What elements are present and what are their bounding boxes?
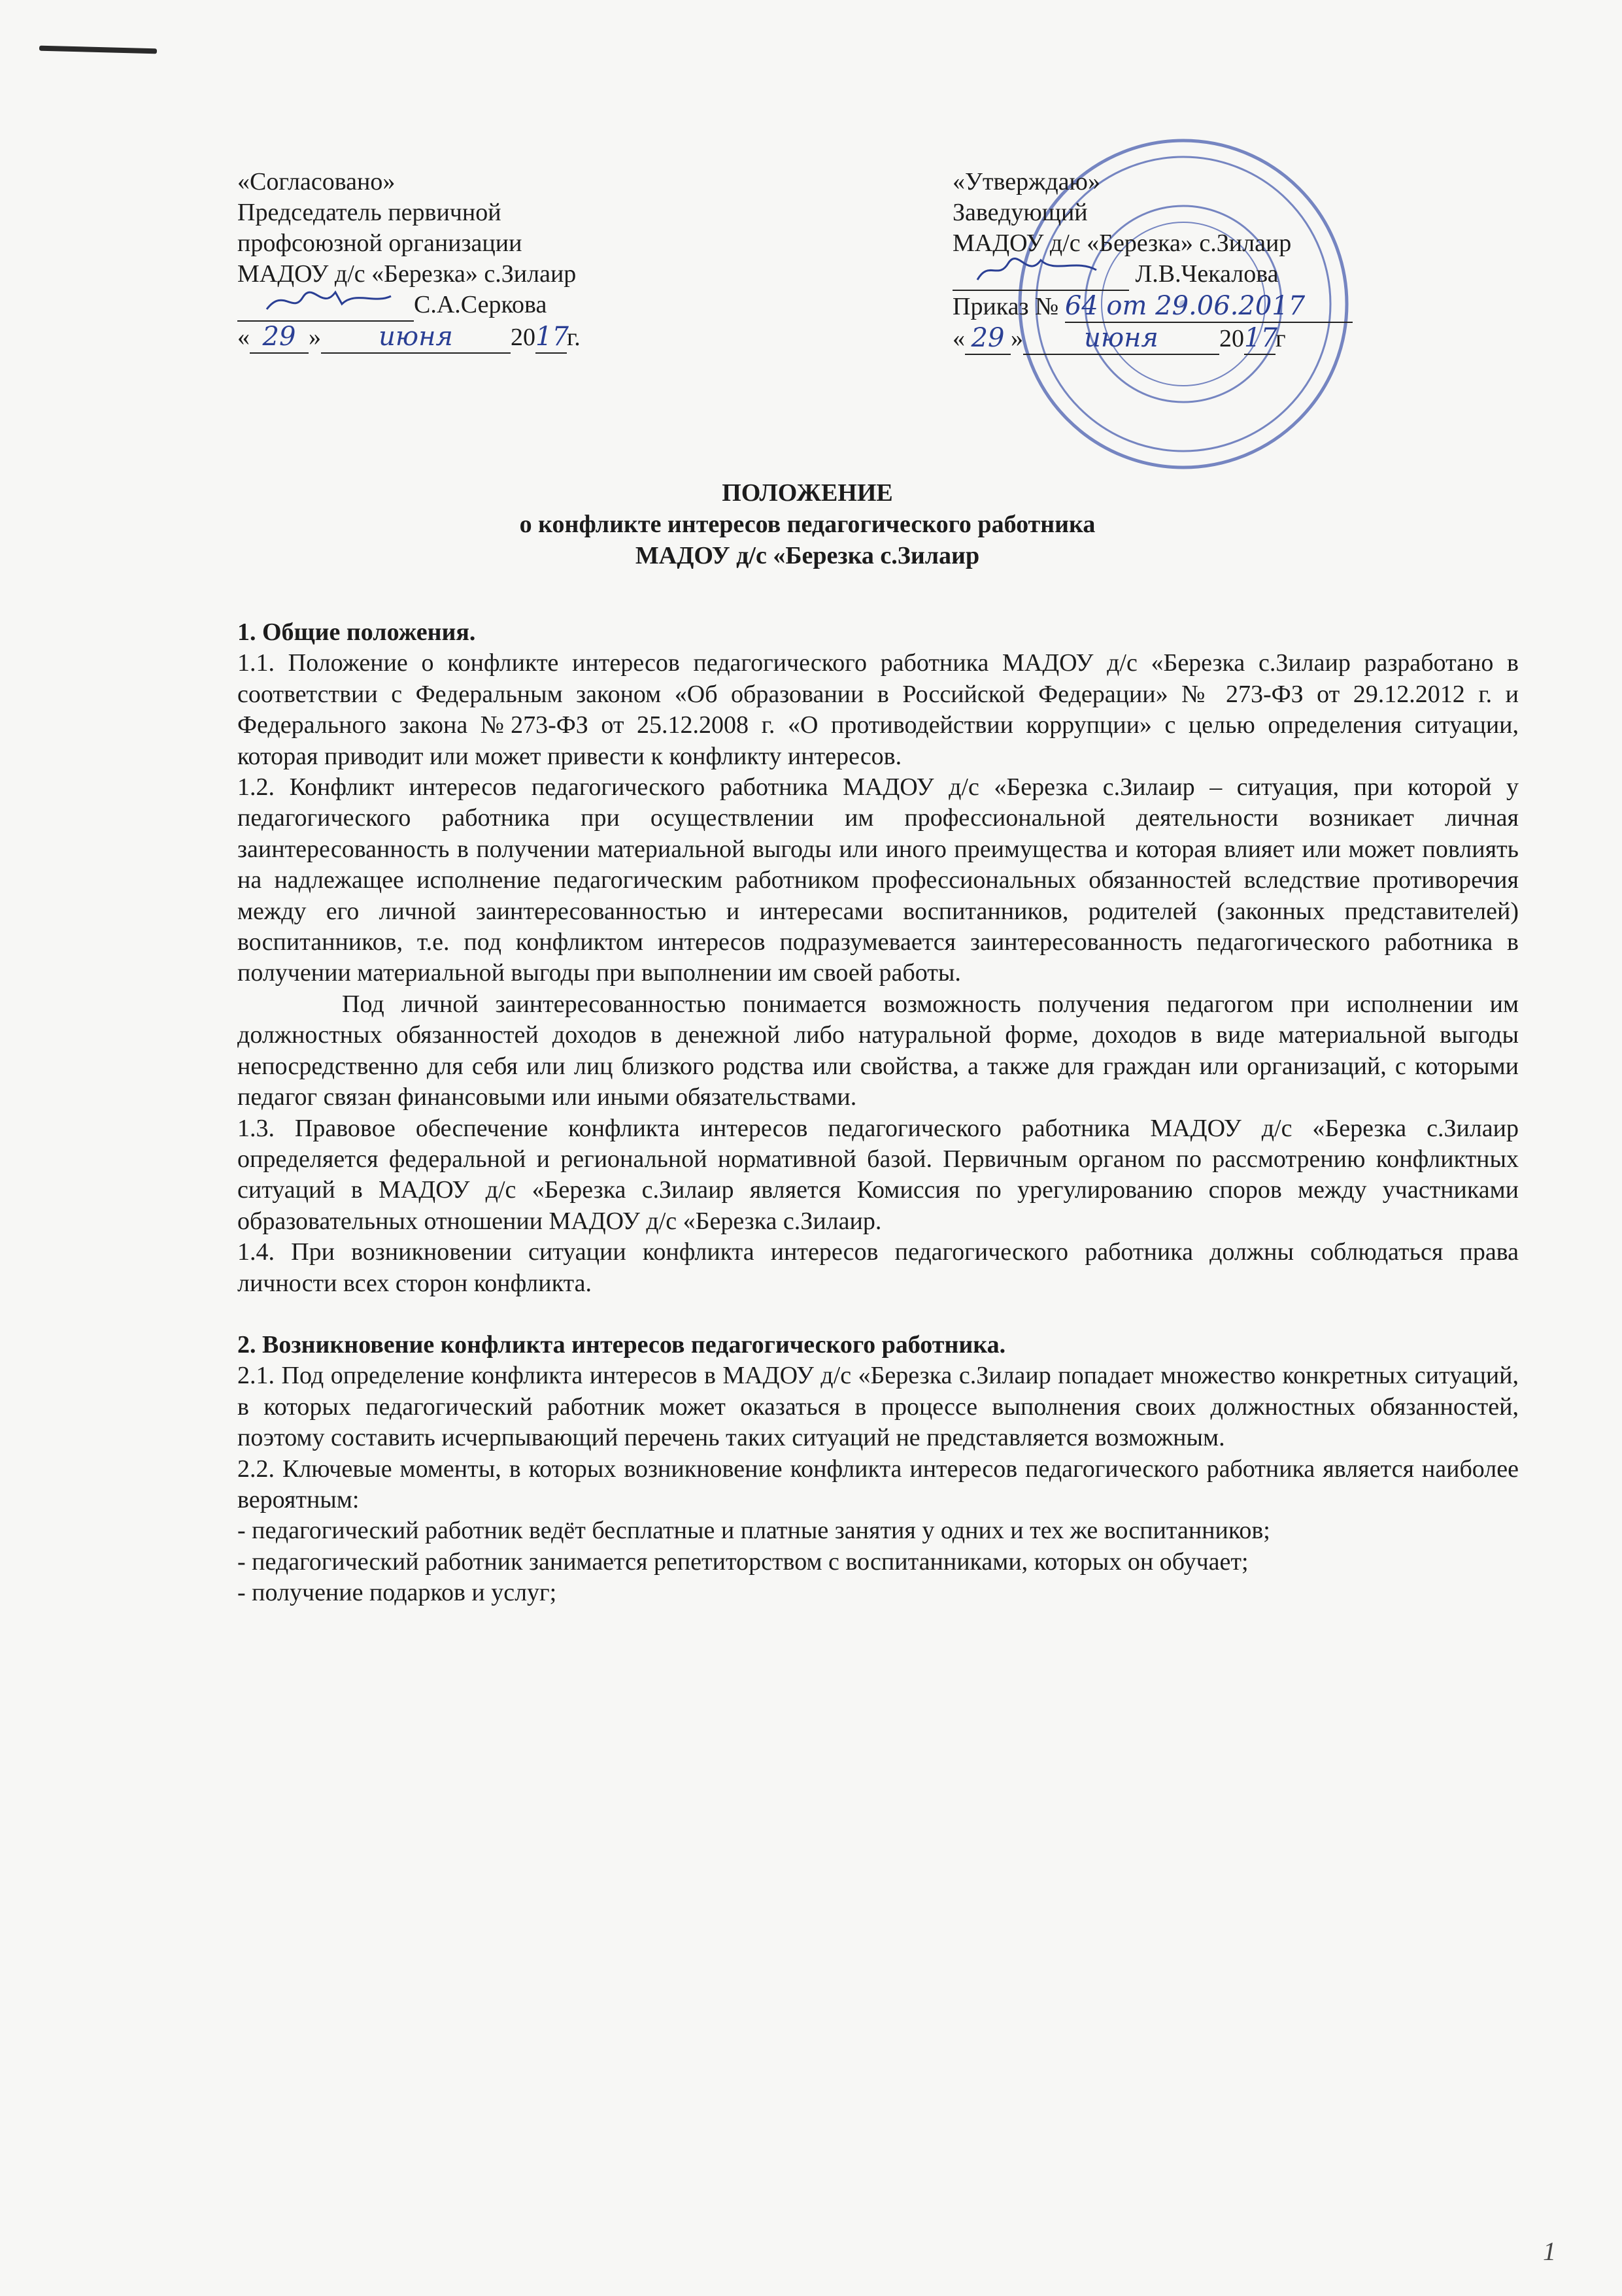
approval-left-label: «Согласовано» xyxy=(237,168,396,195)
approval-left-line2: профсоюзной организации xyxy=(237,229,522,257)
approval-left-day: 29 xyxy=(250,322,309,354)
document-header xyxy=(235,477,1379,571)
approval-left-month: июня xyxy=(321,322,511,354)
year-end: г. xyxy=(567,324,581,351)
approval-right-label: «Утверждаю» xyxy=(953,168,1100,195)
approval-right-month: июня xyxy=(1023,323,1219,355)
paragraph: 1.4. При возникновении ситуации конфликта интересов педагогического работника должны соблюдаться права личности всех сторон конфликта. xyxy=(237,1238,1519,1297)
list-item: - педагогический работник занимается репетиторством с воспитанниками, которых он обучает; xyxy=(237,1547,1249,1576)
date-quote-close: » xyxy=(309,324,321,351)
approval-right-signature-line xyxy=(953,259,1502,291)
approval-left-signature-line xyxy=(237,290,734,322)
page-number: 1 xyxy=(1543,2237,1556,2266)
document-organization: МАДОУ д/с «Березка с.Зилаир xyxy=(635,542,980,569)
document-body xyxy=(237,617,1519,1609)
approval-right-block xyxy=(953,167,1502,355)
list-item: - педагогический работник ведёт бесплатные и платные занятия у одних и тех же воспитанников; xyxy=(237,1517,1270,1545)
approval-right-signer: Л.В.Чекалова xyxy=(1135,260,1279,288)
paragraph: 2.1. Под определение конфликта интересов в МАДОУ д/с «Березка с.Зилаир попадает множество конкретных ситуаций, в которых педагогический работник может оказаться в процессе выполнения своих должностных обязанностей, поэтому составить исчерпывающий перечень таких ситуаций не представляется возможным. xyxy=(237,1362,1519,1452)
section-heading: 2. Возникновение конфликта интересов педагогического работника. xyxy=(237,1330,1006,1359)
paragraph: 1.1. Положение о конфликте интересов педагогического работника МАДОУ д/с «Березка с.Зилаир разработано в соответствии с Федеральным законом «Об образовании в Российской Федерации» № 273-ФЗ от 29.12.2012 г. и Федерального закона №273-ФЗ от 25.12.2008 г. «О противодействии коррупции» с целью определения ситуации, которая приводит или может привести к конфликту интересов. xyxy=(237,649,1519,770)
signature-scribble-icon xyxy=(263,284,394,317)
date-quote-open: « xyxy=(237,324,250,351)
paragraph: 2.2. Ключевые моменты, в которых возникновение конфликта интересов педагогического работника является наиболее вероятным: xyxy=(237,1455,1519,1513)
date-quote-close: » xyxy=(1011,325,1023,352)
document-title: ПОЛОЖЕНИЕ xyxy=(722,479,893,507)
approval-left-line3: МАДОУ д/с «Березка» с.Зилаир xyxy=(237,260,577,288)
paragraph: 1.3. Правовое обеспечение конфликта интересов педагогического работника МАДОУ д/с «Березка с.Зилаир определяется федеральной и региональной нормативной базой. Первичным органом по рассмотрению конфликтных ситуаций в МАДОУ д/с «Березка с.Зилаир является Комиссия по урегулированию споров между участниками образовательных отношении МАДОУ д/с «Березка с.Зилаир. xyxy=(237,1114,1519,1235)
order-label: Приказ № xyxy=(953,293,1059,320)
approval-right-line1: Заведующий xyxy=(953,199,1088,226)
paragraph: Под личной заинтересованностью понимается возможность получения педагогом при исполнении им должностных обязанностей доходов в денежной либо натуральной форме, доходов в виде материальной выгоды непосредственно для себя или лиц близкого родства или свойства, а также для граждан или организаций, с которыми педагог связан финансовыми или иными обязательствами. xyxy=(237,990,1519,1111)
scan-artifact xyxy=(39,46,157,54)
signature-area xyxy=(953,259,1129,291)
approval-right-date xyxy=(953,323,1502,355)
signature-area xyxy=(237,290,414,322)
order-number: 64 от 29.06.2017 xyxy=(1065,291,1353,323)
approval-right-day: 29 xyxy=(965,323,1011,355)
signature-scribble-icon xyxy=(972,254,1103,286)
year-prefix: 20 xyxy=(511,324,535,351)
year-prefix: 20 xyxy=(1219,325,1244,352)
year-end: г xyxy=(1276,325,1286,352)
approval-right-line2: МАДОУ д/с «Березка» с.Зилаир xyxy=(953,229,1292,257)
approval-left-line1: Председатель первичной xyxy=(237,199,501,226)
list-item: - получение подарков и услуг; xyxy=(237,1579,557,1607)
date-quote-open: « xyxy=(953,325,965,352)
approval-right-year-suffix: 17 xyxy=(1244,323,1276,355)
section-heading: 1. Общие положения. xyxy=(237,618,476,646)
approval-right-order xyxy=(953,291,1502,323)
paragraph: 1.2. Конфликт интересов педагогического работника МАДОУ д/с «Березка с.Зилаир – ситуация, при которой у педагогического работника при осуществлении им профессиональной деятельности возникает личная заинтересованность в получении материальной выгоды или иного преимущества и которая влияет или может повлиять на надлежащее исполнение педагогическим работником профессиональных обязанностей вследствие противоречия между его личной заинтересованностью и интересами воспитанников, родителей (законных представителей) воспитанников, т.е. под конфликтом интересов подразумевается заинтересованность педагогического работника в получении материальной выгоды при выполнении им своей работы. xyxy=(237,773,1519,987)
approval-left-signer: С.А.Серкова xyxy=(414,291,547,318)
document-subtitle: о конфликте интересов педагогического работника xyxy=(519,511,1096,538)
approval-left-block xyxy=(237,167,734,354)
approval-left-year-suffix: 17 xyxy=(535,322,567,354)
approval-left-date xyxy=(237,322,734,354)
